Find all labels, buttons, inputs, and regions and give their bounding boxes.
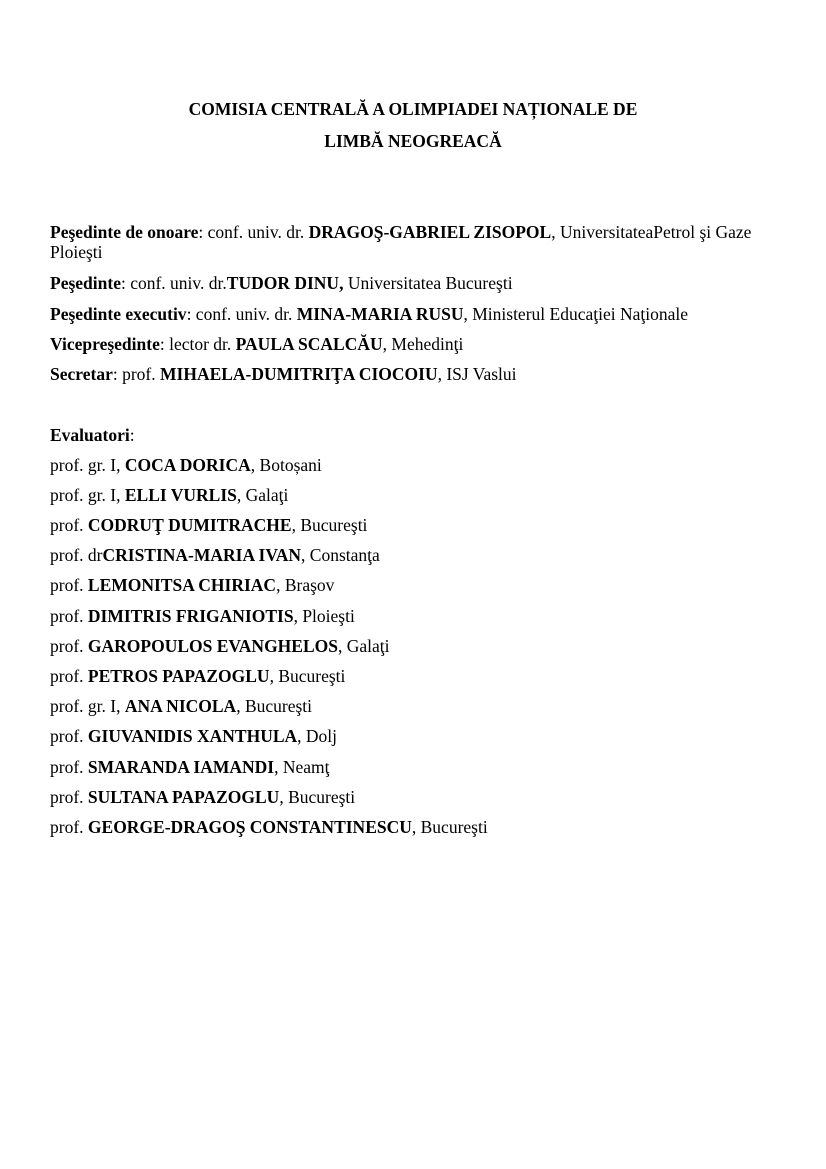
evaluator-item (50, 515, 780, 535)
committee-affiliation: , Ministerul Educaţiei Naţionale (463, 304, 688, 324)
evaluator-title: prof. dr (50, 545, 103, 565)
evaluator-title: prof. gr. I, (50, 455, 125, 475)
evaluator-place: , Ploieşti (293, 606, 355, 626)
committee-role: Secretar (50, 364, 113, 384)
evaluator-place: , Braşov (276, 575, 335, 595)
evaluator-title: prof. (50, 666, 88, 686)
committee-title: : conf. univ. dr. (120, 273, 227, 293)
evaluator-item (50, 606, 780, 626)
evaluator-name: GIUVANIDIS XANTHULA (87, 726, 298, 746)
committee-affiliation: Universitatea Bucureşti (343, 273, 513, 293)
evaluator-title: prof. (50, 606, 88, 626)
evaluator-name: DIMITRIS FRIGANIOTIS (87, 606, 294, 626)
committee-name: PAULA SCALCĂU (235, 334, 383, 354)
committee-member (50, 304, 780, 324)
evaluator-title: prof. (50, 726, 88, 746)
evaluator-item (50, 455, 780, 475)
evaluator-item (50, 575, 780, 595)
evaluator-name: COCA DORICA (124, 455, 251, 475)
committee-name: TUDOR DINU, (226, 273, 344, 293)
evaluator-title: prof. (50, 575, 88, 595)
committee-member (50, 334, 780, 354)
committee-member (50, 273, 780, 293)
evaluator-name: SMARANDA IAMANDI (87, 757, 275, 777)
committee-role: Peşedinte de onoare (50, 222, 199, 242)
committee-title: : prof. (112, 364, 160, 384)
evaluator-place: , Bucureşti (411, 817, 488, 837)
evaluator-place: , Bucureşti (236, 696, 313, 716)
evaluator-name: ELLI VURLIS (124, 485, 237, 505)
evaluator-name: GAROPOULOS EVANGHELOS (87, 636, 338, 656)
evaluator-name: ANA NICOLA (124, 696, 237, 716)
evaluator-place: , Neamţ (274, 757, 330, 777)
committee-name: DRAGOŞ-GABRIEL ZISOPOL (308, 222, 552, 242)
committee-role: Vicepreşedinte (50, 334, 160, 354)
committee-affiliation: , UniversitateaPetrol şi Gaze Ploieşti (50, 222, 752, 262)
evaluator-name: LEMONITSA CHIRIAC (87, 575, 277, 595)
committee-affiliation: , Mehedinţi (382, 334, 464, 354)
evaluator-item (50, 545, 780, 565)
evaluator-place: , Galaţi (236, 485, 289, 505)
committee-role: Peşedinte executiv (50, 304, 187, 324)
evaluator-place: , Dolj (297, 726, 338, 746)
evaluator-item (50, 485, 780, 505)
evaluators-heading-label: Evaluatori (50, 425, 130, 445)
evaluator-title: prof. (50, 515, 88, 535)
evaluator-item (50, 817, 780, 837)
evaluator-title: prof. gr. I, (50, 485, 125, 505)
evaluator-name: SULTANA PAPAZOGLU (87, 787, 280, 807)
committee-member (50, 364, 780, 384)
committee-role: Peşedinte (50, 273, 121, 293)
page-title-line-1: COMISIA CENTRALĂ A OLIMPIADEI NAȚIONALE DE (188, 99, 638, 119)
committee-name: MIHAELA-DUMITRIŢA CIOCOIU (160, 364, 438, 384)
evaluator-name: CODRUŢ DUMITRACHE (87, 515, 292, 535)
evaluators-heading (50, 425, 780, 445)
committee-member (50, 222, 780, 262)
evaluator-place: , Galaţi (337, 636, 390, 656)
evaluator-name: GEORGE-DRAGOŞ CONSTANTINESCU (87, 817, 412, 837)
evaluator-name: PETROS PAPAZOGLU (87, 666, 270, 686)
evaluator-place: , Botoșani (250, 455, 322, 475)
evaluator-place: , Bucureşti (291, 515, 368, 535)
evaluator-place: , Constanţa (301, 545, 380, 565)
evaluator-item (50, 757, 780, 777)
evaluator-item (50, 726, 780, 746)
committee-title: : conf. univ. dr. (198, 222, 309, 242)
committee-title: : conf. univ. dr. (186, 304, 297, 324)
committee-affiliation: , ISJ Vaslui (437, 364, 517, 384)
evaluator-title: prof. (50, 757, 88, 777)
evaluator-name: CRISTINA-MARIA IVAN (102, 545, 302, 565)
evaluator-title: prof. gr. I, (50, 696, 125, 716)
committee-name: MINA-MARIA RUSU (296, 304, 464, 324)
evaluator-item (50, 787, 780, 807)
committee-title: : lector dr. (159, 334, 236, 354)
evaluator-item (50, 696, 780, 716)
evaluator-title: prof. (50, 787, 88, 807)
evaluator-place: , Bucureşti (269, 666, 346, 686)
evaluator-title: prof. (50, 636, 88, 656)
evaluator-item (50, 636, 780, 656)
evaluator-item (50, 666, 780, 686)
evaluator-place: , Bucureşti (279, 787, 356, 807)
page-title-line-2: LIMBĂ NEOGREACĂ (324, 131, 502, 151)
evaluators-heading-colon: : (129, 425, 135, 445)
evaluator-title: prof. (50, 817, 88, 837)
